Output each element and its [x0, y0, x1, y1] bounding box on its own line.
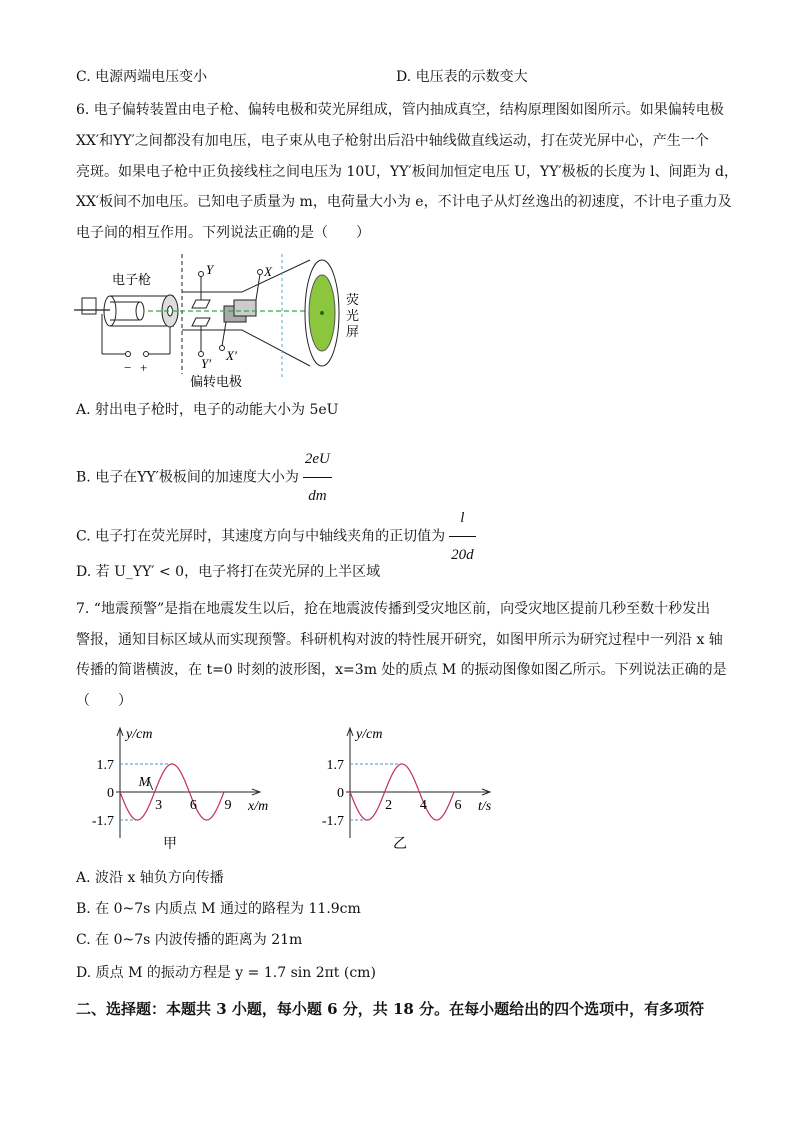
wave-graph-jia — [80, 722, 270, 852]
fraction-numerator: l — [449, 500, 476, 537]
point-m-label: M — [138, 775, 151, 790]
label-X: X — [264, 264, 272, 279]
q5-option-c: C. 电源两端电压变小 — [76, 69, 208, 85]
vibration-graph-yi — [310, 722, 500, 852]
q7-stem-line-4: （ ） — [76, 693, 132, 709]
q6-stem-line-2: XX′和YY′之间都没有加电压，电子束从电子枪射出后沿中轴线做直线运动，打在荧光屏中心，产生一个 — [76, 133, 709, 149]
x-tick-label: 9 — [224, 798, 232, 813]
y-axis-label: y/cm — [126, 727, 153, 742]
x-tick-label: 6 — [189, 798, 197, 813]
chart-title: 乙 — [393, 837, 407, 852]
plus-terminal-label: + — [140, 360, 148, 375]
x-axis-label: x/m — [248, 799, 269, 814]
q6-stem-line-1: 6. 电子偏转装置由电子枪、偏转电极和荧光屏组成，管内抽成真空，结构原理图如图所示。如果偏转电极 — [76, 102, 724, 118]
x-tick-label: 6 — [454, 798, 462, 813]
chart-title: 甲 — [163, 837, 177, 852]
x-tick-label: 3 — [155, 798, 163, 813]
q7-stem-line-2: 警报，通知目标区域从而实现预警。科研机构对波的特性展开研究，如图甲所示为研究过程中一列沿 x 轴 — [76, 632, 723, 648]
label-X-prime: X′ — [226, 348, 237, 363]
y-tick-label: 0 — [337, 786, 344, 801]
fraction-numerator: 2eU — [303, 441, 332, 478]
y-tick-label: 1.7 — [326, 758, 344, 773]
q7-option-a: A. 波沿 x 轴负方向传播 — [76, 870, 224, 886]
q6-apparatus-figure — [74, 254, 374, 390]
fraction-denominator: 20d — [451, 547, 474, 563]
q7-option-b: B. 在 0~7s 内质点 M 通过的路程为 11.9cm — [76, 901, 361, 917]
q5-option-d: D. 电压表的示数变大 — [396, 69, 528, 85]
label-Y: Y — [206, 262, 214, 277]
q7-option-c: C. 在 0~7s 内波传播的距离为 21m — [76, 932, 303, 948]
q7-stem-line-3: 传播的简谐横波，在 t=0 时刻的波形图，x=3m 处的质点 M 的振动图像如图乙所示。下列说法正确的是 — [76, 662, 727, 678]
q6-stem-line-3: 亮斑。如果电子枪中正负接线柱之间电压为 10U，YY′板间加恒定电压 U，YY′极板的长度为 l、间距为 d， — [76, 164, 738, 180]
q6-option-d: D. 若 U_YY′ < 0，电子将打在荧光屏的上半区域 — [76, 564, 381, 580]
y-tick-label: -1.7 — [91, 814, 114, 829]
q6-option-a: A. 射出电子枪时，电子的动能大小为 5eU — [76, 402, 339, 418]
label-Y-prime: Y′ — [201, 356, 212, 371]
q6-option-c-text: C. 电子打在荧光屏时，其速度方向与中轴线夹角的正切值为 — [76, 528, 446, 545]
screen-label-3: 屏 — [346, 324, 360, 339]
q6-option-b-text: B. 电子在YY′极板间的加速度大小为 — [76, 469, 299, 486]
electron-gun-label: 电子枪 — [112, 272, 152, 287]
fraction-denominator: dm — [308, 488, 327, 504]
q6-stem-line-4: XX′板间不加电压。已知电子质量为 m，电荷量大小为 e，不计电子从灯丝逸出的初速度，不计电子重力及 — [76, 194, 732, 210]
y-tick-label: 1.7 — [96, 758, 114, 773]
screen-label-2: 光 — [346, 308, 360, 323]
y-tick-label: -1.7 — [321, 814, 344, 829]
q6-option-c-fraction — [449, 500, 476, 573]
deflection-electrode-label: 偏转电极 — [190, 374, 243, 389]
y-axis-label: y/cm — [356, 727, 383, 742]
screen-label-1: 荧 — [346, 292, 360, 307]
x-axis-label: t/s — [478, 799, 492, 814]
x-tick-label: 4 — [419, 798, 427, 813]
y-tick-label: 0 — [107, 786, 114, 801]
minus-terminal-label: − — [124, 360, 132, 375]
q6-stem-line-5: 电子间的相互作用。下列说法正确的是（ ） — [76, 225, 370, 241]
section-2-heading: 二、选择题：本题共 3 小题，每小题 6 分，共 18 分。在每小题给出的四个选项中，有多项符 — [76, 1000, 705, 1018]
q7-option-d: D. 质点 M 的振动方程是 y = 1.7 sin 2πt (cm) — [76, 965, 376, 981]
x-tick-label: 2 — [385, 798, 393, 813]
q7-stem-line-1: 7. “地震预警”是指在地震发生以后，抢在地震波传播到受灾地区前，向受灾地区提前几秒至数十秒发出 — [76, 601, 711, 617]
